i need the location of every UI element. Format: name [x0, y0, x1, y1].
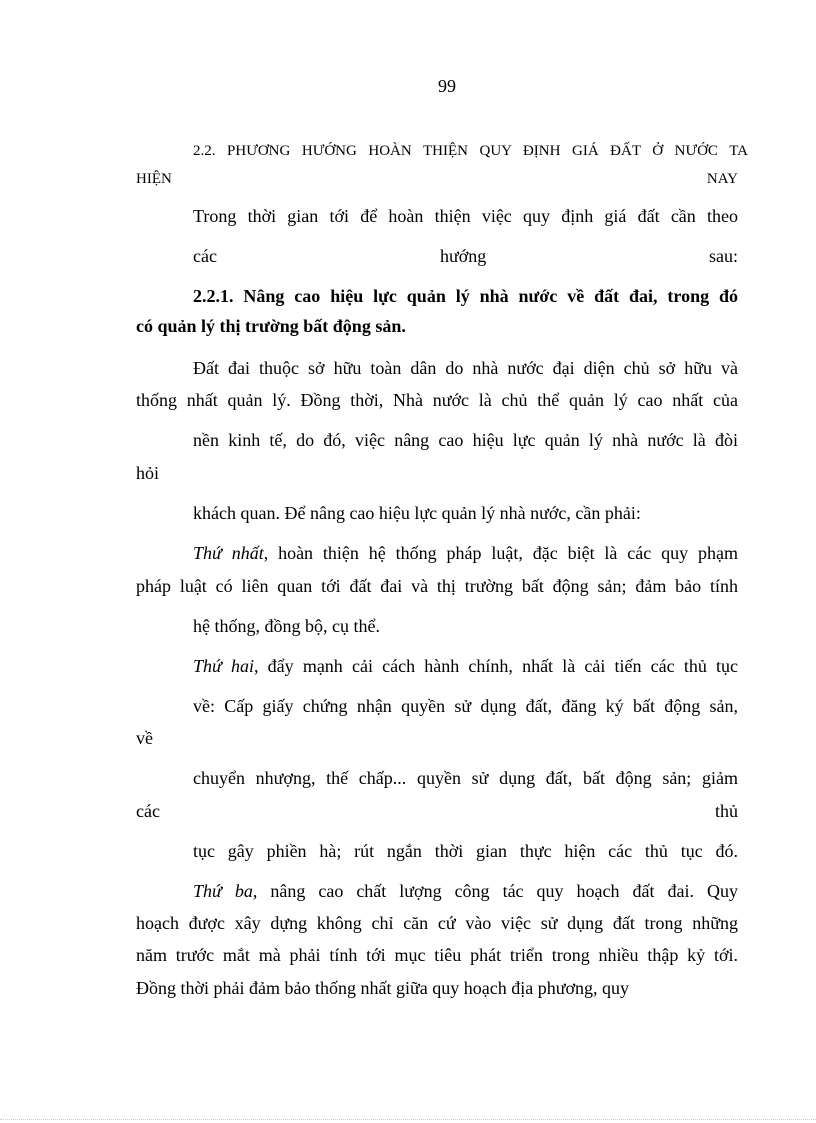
- subheading-line1: 2.2.1. Nâng cao hiệu lực quản lý nhà nước về đất đai, trong đó: [193, 286, 738, 306]
- para3-line2: về: Cấp giấy chứng nhận quyền sử dụng đất, đăng ký bất động sản,: [193, 696, 738, 716]
- para4-line1-rest: , nâng cao chất lượng công tác quy hoạch đất đai. Quy: [252, 881, 738, 901]
- para1-line1: Đất đai thuộc sở hữu toàn dân do nhà nước đại diện chủ sở hữu và: [193, 358, 738, 378]
- intro-line2-b: hướng: [440, 246, 487, 266]
- section-heading-line2-left: HIỆN: [136, 171, 172, 187]
- intro-line2-a: các: [193, 246, 217, 266]
- para3-lead: Thứ hai: [193, 656, 254, 676]
- para3-line3: về: [136, 728, 153, 748]
- para2-line2: pháp luật có liên quan tới đất đai và thị trường bất động sản; đảm bảo tính: [136, 576, 738, 596]
- page-number: 99: [438, 76, 456, 96]
- section-heading-line1: 2.2. PHƯƠNG HƯỚNG HOÀN THIỆN QUY ĐỊNH GIÁ ĐẤT Ở NƯỚC TA: [193, 143, 748, 159]
- subheading-line2: có quản lý thị trường bất động sản.: [136, 316, 406, 336]
- para3-line5-right: thủ: [714, 801, 738, 821]
- para4-line2: hoạch được xây dựng không chỉ căn cứ vào việc sử dụng đất trong những: [136, 913, 738, 933]
- para4-line4: Đồng thời phải đảm bảo thống nhất giữa quy hoạch địa phương, quy: [136, 978, 629, 998]
- para3-line6: tục gây phiền hà; rút ngắn thời gian thực hiện các thủ tục đó.: [193, 841, 738, 861]
- para1-line4: hỏi: [136, 463, 160, 483]
- intro-line2-c: sau:: [709, 246, 738, 266]
- section-heading-line2-right: NAY: [706, 171, 738, 187]
- para3-line5-left: các: [136, 801, 160, 821]
- para4-line3: năm trước mắt mà phải tính tới mục tiêu phát triển trong nhiều thập kỷ tới.: [136, 945, 738, 965]
- para1-line3: nền kinh tế, do đó, việc nâng cao hiệu lực quản lý nhà nước là đòi: [193, 430, 738, 450]
- para2-lead: Thứ nhất: [193, 543, 264, 563]
- para3-line4: chuyển nhượng, thế chấp... quyền sử dụng đất, bất động sản; giảm: [193, 768, 738, 788]
- para1-line2: thống nhất quản lý. Đồng thời, Nhà nước là chủ thể quản lý cao nhất của: [136, 390, 738, 410]
- page-bottom-divider: [0, 1119, 816, 1120]
- para4-line1: [193, 879, 738, 903]
- intro-line1: Trong thời gian tới để hoàn thiện việc quy định giá đất cần theo: [193, 206, 738, 226]
- para1-line5: khách quan. Để nâng cao hiệu lực quản lý nhà nước, cần phải:: [193, 503, 641, 523]
- para4-lead: Thứ ba: [193, 881, 253, 901]
- para3-line1-rest: , đẩy mạnh cải cách hành chính, nhất là cải tiến các thủ tục: [254, 656, 738, 676]
- para2-line3: hệ thống, đồng bộ, cụ thể.: [193, 616, 380, 636]
- para3-line1: [193, 654, 738, 678]
- para2-line1-rest: , hoàn thiện hệ thống pháp luật, đặc biệt là các quy phạm: [263, 543, 738, 563]
- para2-line1: [193, 541, 738, 565]
